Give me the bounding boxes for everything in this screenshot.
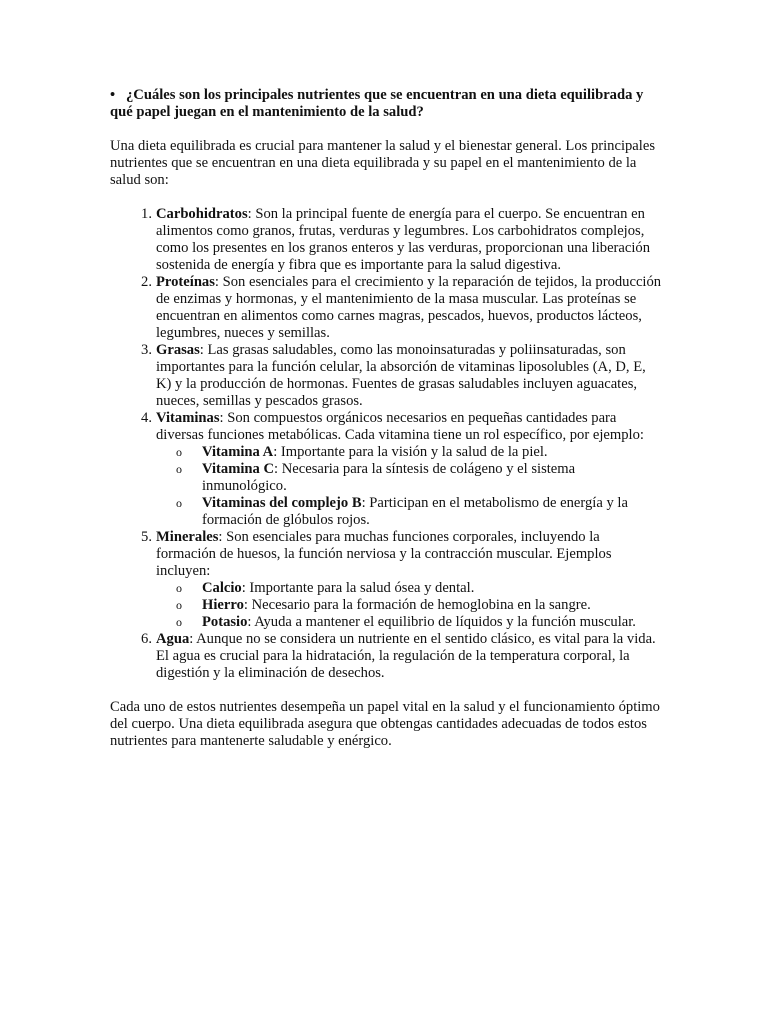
circle-bullet-icon: o <box>176 445 182 459</box>
closing-paragraph: Cada uno de estos nutrientes desempeña un papel vital en la salud y el funcionamiento óptimo del cuerpo. Una dieta equilibrada asegura que obtengas cantidades adecuadas de todos estos nutrientes para mantenerte saludable y enérgico. <box>110 699 660 749</box>
circle-bullet-icon: o <box>176 615 182 629</box>
sub-text: : Necesaria para la síntesis de colágeno y el sistema inmunológico. <box>202 461 576 494</box>
item-text: : Son la principal fuente de energía para el cuerpo. Se encuentran en alimentos como granos, frutas, verduras y legumbres. Los carbohidratos complejos, como los presentes en los granos enteros y las verduras, proporcionan una liberación sostenida de energía y fibra que es importante para la salud digestiva. <box>156 206 651 273</box>
item-text: : Las grasas saludables, como las monoinsaturadas y poliinsaturadas, son importantes para la función celular, la absorción de vitaminas liposolubles (A, D, E, K) y la producción de hormonas. Fuentes de grasas saludables incluyen aguacates, nueces, semillas y pescados grasos. <box>156 342 646 409</box>
item-term: Vitaminas <box>156 410 220 426</box>
item-term: Proteínas <box>156 274 215 290</box>
sub-text: : Ayuda a mantener el equilibrio de líquidos y la función muscular. <box>247 614 636 630</box>
sublist-item <box>156 614 662 631</box>
vitamin-sublist <box>156 444 662 529</box>
sublist-item <box>156 444 662 461</box>
sub-term: Hierro <box>202 597 244 613</box>
question-heading <box>110 87 662 121</box>
circle-bullet-icon: o <box>176 462 182 476</box>
list-number: 4. <box>141 410 152 426</box>
circle-bullet-icon: o <box>176 598 182 612</box>
item-text: : Son esenciales para muchas funciones corporales, incluyendo la formación de huesos, la función nerviosa y la contracción muscular. Ejemplos incluyen: <box>156 529 612 579</box>
nutrient-list <box>110 206 662 682</box>
sub-text: : Necesario para la formación de hemoglobina en la sangre. <box>243 597 591 613</box>
sublist-item <box>156 495 662 529</box>
intro-paragraph: Una dieta equilibrada es crucial para mantener la salud y el bienestar general. Los principales nutrientes que se encuentran en una dieta equilibrada y su papel en el mantenimiento de la salud son: <box>110 138 655 188</box>
item-text: : Son esenciales para el crecimiento y la reparación de tejidos, la producción de enzimas y hormonas, y el mantenimiento de la masa muscular. Las proteínas se encuentran en alimentos como carnes magras, pescados, huevos, productos lácteos, legumbres, nueces y semillas. <box>156 274 662 341</box>
list-item-carbohidratos <box>110 206 662 274</box>
item-text: : Son compuestos orgánicos necesarios en pequeñas cantidades para diversas funciones metabólicas. Cada vitamina tiene un rol específico, por ejemplo: <box>156 410 644 443</box>
question-text: ¿Cuáles son los principales nutrientes que se encuentran en una dieta equilibrada y qué papel juegan en el mantenimiento de la salud? <box>110 87 644 120</box>
list-item-proteinas <box>110 274 662 342</box>
list-number: 1. <box>141 206 152 222</box>
sub-term: Calcio <box>202 580 242 596</box>
list-number: 2. <box>141 274 152 290</box>
sub-term: Vitamina A <box>202 444 274 460</box>
list-number: 6. <box>141 631 152 647</box>
list-item-vitaminas <box>110 410 662 529</box>
item-text: : Aunque no se considera un nutriente en el sentido clásico, es vital para la vida. El agua es crucial para la hidratación, la regulación de la temperatura corporal, la digestión y la eliminación de desechos. <box>156 631 656 681</box>
list-item-agua <box>110 631 662 682</box>
list-item-grasas <box>110 342 662 410</box>
mineral-sublist <box>156 580 662 631</box>
sub-term: Vitaminas del complejo B <box>202 495 362 511</box>
list-number: 3. <box>141 342 152 358</box>
circle-bullet-icon: o <box>176 496 182 510</box>
sublist-item <box>156 461 662 495</box>
item-term: Carbohidratos <box>156 206 248 222</box>
sub-text: : Importante para la visión y la salud de la piel. <box>273 444 548 460</box>
sub-term: Vitamina C <box>202 461 275 477</box>
item-term: Grasas <box>156 342 200 358</box>
circle-bullet-icon: o <box>176 581 182 595</box>
sublist-item <box>156 597 662 614</box>
sub-text: : Participan en el metabolismo de energía y la formación de glóbulos rojos. <box>202 495 628 528</box>
bullet-icon: • <box>110 87 116 103</box>
document-page <box>110 87 662 750</box>
list-item-minerales <box>110 529 662 631</box>
list-number: 5. <box>141 529 152 545</box>
sub-term: Potasio <box>202 614 248 630</box>
sub-text: : Importante para la salud ósea y dental. <box>241 580 475 596</box>
item-term: Minerales <box>156 529 219 545</box>
item-term: Agua <box>156 631 190 647</box>
sublist-item <box>156 580 662 597</box>
